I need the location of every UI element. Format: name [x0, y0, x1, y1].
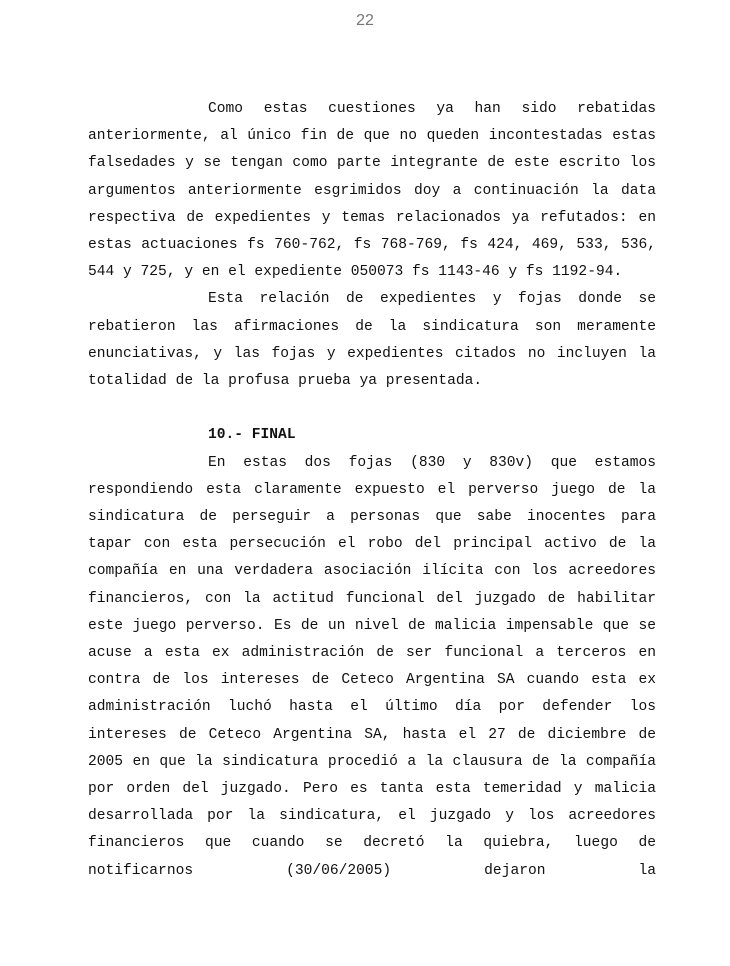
paragraph-final-section: En estas dos fojas (830 y 830v) que estamos respondiendo esta claramente expuesto el perverso juego de la sindicatura de perseguir a personas que sabe inocentes para tapar con esta persecución el robo del principal activo de la compañía en una verdadera asociación ilícita con los acreedores financieros, con la actitud funcional del juzgado de habilitar este juego perverso. Es de un nivel de malicia impensable que se acuse a esta ex administración de ser funcional a terceros en contra de los intereses de Ceteco Argentina SA cuando esta ex administración luchó hasta el último día por defender los intereses de Ceteco Argentina SA, hasta el 27 de diciembre de 2005 en que la sindicatura procedió a la clausura de la compañía por orden del juzgado. Pero es tanta esta temeridad y malicia desarrollada por la sindicatura, el juzgado y los acreedores financieros que cuando se decretó la quiebra, luego de notificarnos (30/06/2005) dejaron la — [88, 454, 656, 879]
paragraph-enumerative-note: Esta relación de expedientes y fojas donde se rebatieron las afirmaciones de la sindicatura son meramente enunciativas, y las fojas y expedientes citados no incluyen la totalidad de la profusa prueba ya presentada. — [88, 291, 656, 390]
paragraph-rebuttal-references: Como estas cuestiones ya han sido rebatidas anteriormente, al único fin de que no queden incontestadas estas falsedades y se tengan como parte integrante de este escrito los argumentos anteriormente esgrimidos doy a continuación la data respectiva de expedientes y temas relacionados ya refutados: en estas actuaciones fs 760-762, fs 768-769, fs 424, 469, 533, 536, 544 y 725, y en el expediente 050073 fs 1143-46 y fs 1192-94. — [88, 101, 656, 281]
blank-line — [88, 395, 656, 422]
page-number: 22 — [356, 12, 374, 29]
document-body — [88, 96, 656, 885]
section-heading-final: 10.- FINAL — [208, 427, 296, 444]
